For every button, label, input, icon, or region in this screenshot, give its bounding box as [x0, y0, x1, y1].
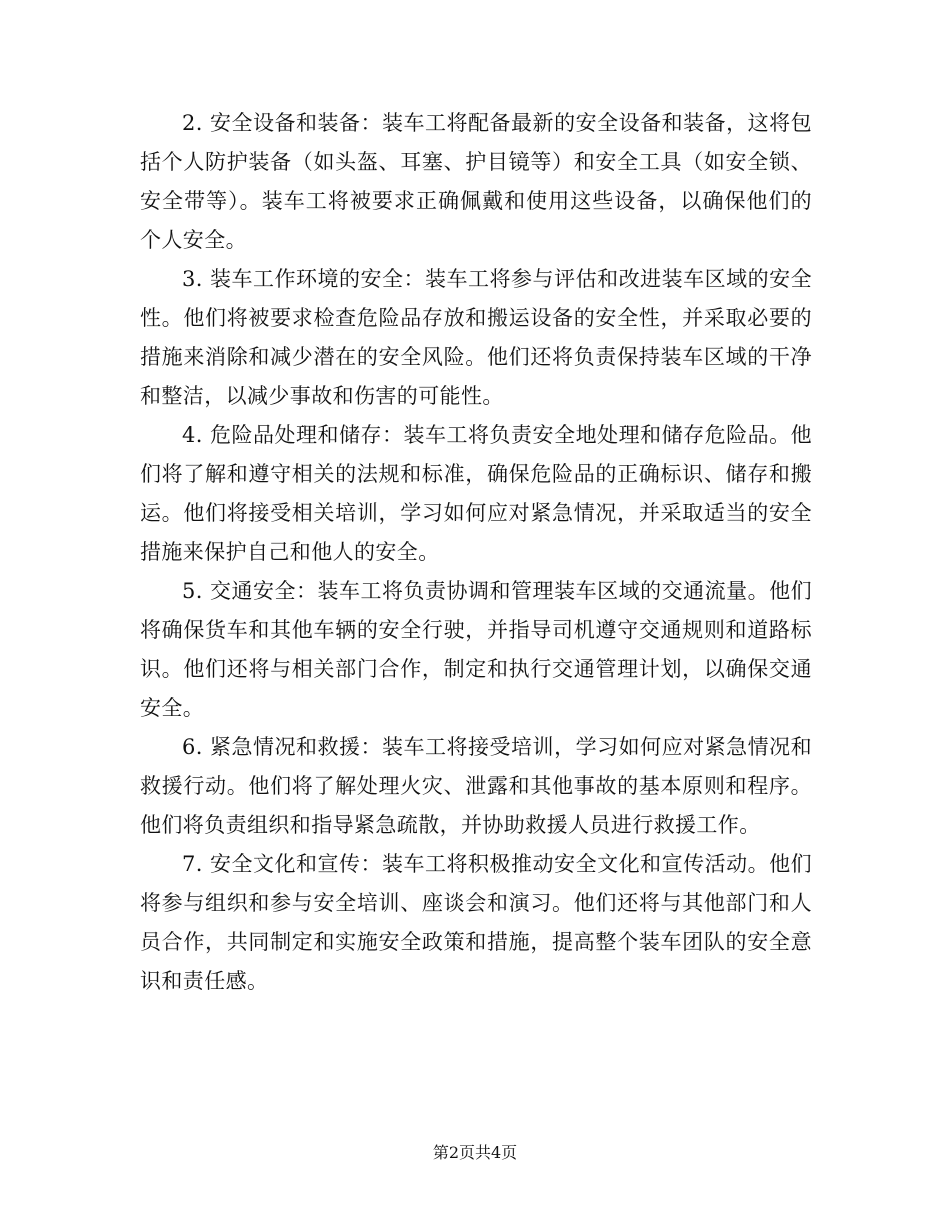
paragraph-safety-culture: 7. 安全文化和宣传：装车工将积极推动安全文化和宣传活动。他们将参与组织和参与安全培训、座谈会和演习。他们还将与其他部门和人员合作，共同制定和实施安全政策和措施，提高整个装车团队的安全意识和责任感。 — [140, 852, 812, 993]
paragraph-traffic-safety: 5. 交通安全：装车工将负责协调和管理装车区域的交通流量。他们将确保货车和其他车辆的安全行驶，并指导司机遵守交通规则和道路标识。他们还将与相关部门合作，制定和执行交通管理计划，以确保交通安全。 — [140, 579, 812, 720]
paragraph-hazardous-goods: 4. 危险品处理和储存：装车工将负责安全地处理和储存危险品。他们将了解和遵守相关的法规和标准，确保危险品的正确标识、储存和搬运。他们将接受相关培训，学习如何应对紧急情况，并采取适当的安全措施来保护自己和他人的安全。 — [140, 423, 812, 564]
paragraph-emergency-rescue: 6. 紧急情况和救援：装车工将接受培训，学习如何应对紧急情况和救援行动。他们将了解处理火灾、泄露和其他事故的基本原则和程序。他们将负责组织和指导紧急疏散，并协助救援人员进行救援工作。 — [140, 735, 812, 837]
page-footer: 第2页共4页 — [432, 1143, 518, 1162]
paragraph-work-environment: 3. 装车工作环境的安全：装车工将参与评估和改进装车区域的安全性。他们将被要求检查危险品存放和搬运设备的安全性，并采取必要的措施来消除和减少潜在的安全风险。他们还将负责保持装车区域的干净和整洁，以减少事故和伤害的可能性。 — [140, 267, 812, 408]
paragraph-safety-equipment: 2. 安全设备和装备：装车工将配备最新的安全设备和装备，这将包括个人防护装备（如头盔、耳塞、护目镜等）和安全工具（如安全锁、安全带等）。装车工将被要求正确佩戴和使用这些设备，以确保他们的个人安全。 — [140, 111, 812, 252]
body-text — [140, 104, 812, 1001]
